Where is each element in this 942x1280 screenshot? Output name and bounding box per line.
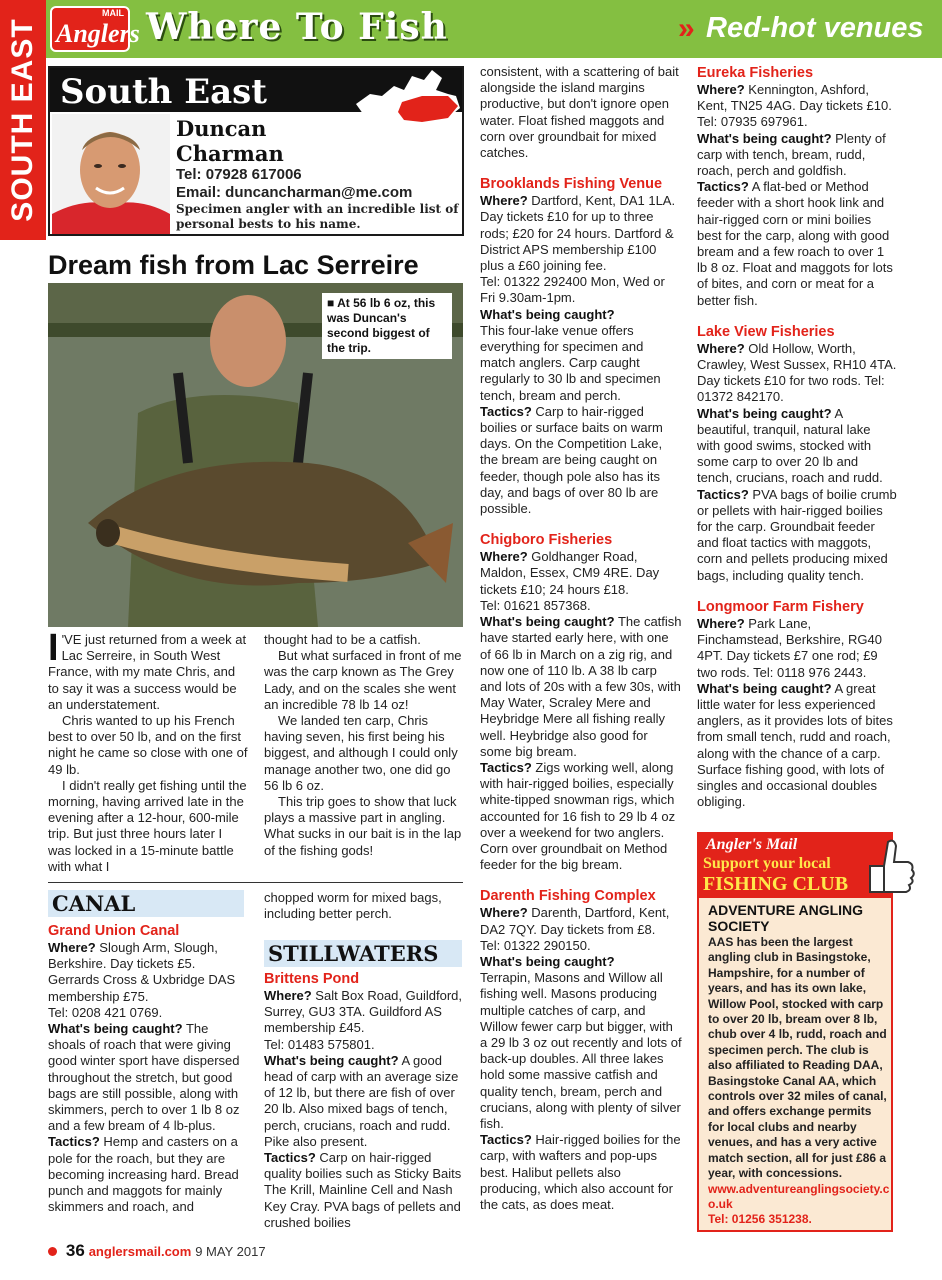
- issue-date: 9 MAY 2017: [195, 1244, 266, 1259]
- tactics-label: Tactics?: [480, 1132, 532, 1148]
- venue-caught: Terrapin, Masons and Willow all fishing well. Masons producing multiple catches of carp, and Willow fewer carp but bigger, with a 29 lb 3 oz out recently and lots of back-up doubles. All three lakes hold some massive catfish and quality tench, bream, perch and crucians, along with plenty of silver fish.: [480, 970, 682, 1131]
- venue-where: Salt Box Road, Guildford, Surrey, GU3 3TA. Guildford AS membership £45.: [264, 988, 462, 1036]
- caught-label: What's being caught?: [697, 680, 832, 696]
- venue-name: Darenth Fishing Complex: [480, 888, 656, 905]
- club-website-link[interactable]: www.adventureanglingsociety.co.uk: [708, 1181, 890, 1211]
- canal-listing-continued: [264, 890, 464, 922]
- page-number: 36: [65, 1241, 85, 1260]
- author-first-name: Duncan: [176, 116, 267, 141]
- author-bio: Specimen angler with an incredible list of personal bests to his name.: [176, 202, 459, 231]
- divider: [48, 882, 463, 883]
- venue-caught: Plenty of carp with tench, bream, rudd, roach, perch and goldfish.: [697, 130, 886, 179]
- canal-listing: [48, 922, 248, 1215]
- feature-paragraph: thought had to be a catfish.: [264, 632, 421, 647]
- caught-label: What's being caught?: [480, 614, 615, 630]
- club-fishing-club-text: FISHING CLUB: [703, 873, 849, 895]
- south-east-map-icon: [352, 66, 462, 126]
- caption-text: At 56 lb 6 oz, this was Duncan's second biggest of the trip.: [327, 296, 436, 355]
- tactics-label: Tactics?: [697, 179, 749, 195]
- where-label: Where?: [697, 82, 745, 97]
- feature-paragraph: I didn't really get fishing until the morning, having arrived late in the evening after a 12-hour, 600-mile trip. But just three hours later I was locked in a 15-minute battle with what I: [48, 777, 247, 874]
- venue-tel: Tel: 0208 421 0769.: [48, 1004, 163, 1020]
- venue-tel: Tel: 01621 857368.: [480, 597, 591, 613]
- feature-column-2: [264, 632, 464, 859]
- club-body-text: AAS has been the largest angling club in Basingstoke, Hampshire, for a number of years, and has its own lake, Willow Pool, stocked with carp to over 20 lb, bream over 8 lb, chub over 4 lb, rudd, roach and specimen perch. The club is also affiliated to Reading DAA, Basingstoke Canal AA, which controls over 32 miles of canal, and offers exchange permits for local clubs and nearby venues, and has a very active match section, all for just £86 a year, with concessions.: [708, 935, 887, 1181]
- feature-paragraph: 'VE just returned from a week at Lac Serreire, in South West France, with my mate Chris, and to say it was a success would be an understatement.: [48, 632, 247, 712]
- club-support-text: Support your local: [703, 855, 831, 872]
- where-label: Where?: [480, 193, 528, 209]
- venue-tactics-continued: chopped worm for mixed bags, including better perch.: [264, 890, 442, 922]
- venue-caught: The shoals of roach that were giving good winter sport have dispersed throughout the stretch, but good bags are still possible, along with skimmers, perch to over 1 lb 8 oz and a few bream of 4 lb-plus.: [48, 1021, 240, 1134]
- feature-paragraph: We landed ten carp, Chris having seven, his first being his biggest, and although I could only manage another two, one did go 56 lb 6 oz.: [264, 713, 458, 793]
- venues-column-3: [480, 64, 682, 1213]
- venue-caught: The catfish have started early here, with one of 66 lb in March on a zig rig, and now one of 110 lb. A 38 lb carp and lots of 20s with a few 30s, with May Water, Scraley Mere and Heybridge Mere all fishing really well. Heybridge also good for some big bream.: [480, 614, 682, 759]
- caught-label: What's being caught?: [697, 405, 832, 421]
- venue-where: Kennington, Ashford, Kent, TN25 4AG. Day tickets £10. Tel: 07935 697961.: [697, 82, 892, 130]
- club-brand: Angler's Mail: [706, 836, 798, 853]
- venue-name: Brittens Pond: [264, 971, 360, 987]
- venue-tel: Tel: 01322 292400 Mon, Wed or Fri 9.30am-1pm.: [480, 274, 665, 306]
- author-last-name: Charman: [176, 141, 284, 166]
- author-photo: [52, 114, 170, 234]
- section-tab: [0, 0, 46, 240]
- venue-tactics: A flat-bed or Method feeder with a short hook link and hair-rigged corn or mini boilies best for the carp, along with good bream and a few roach to over 1 lb 8 oz. Float and maggots for lots of bites, and corn or meat for a better fish.: [697, 179, 893, 308]
- venues-column-4: [697, 64, 897, 810]
- logo-text: Anglers: [56, 19, 140, 48]
- region-title: South East: [60, 72, 268, 112]
- thumbs-up-icon: [864, 836, 916, 898]
- canal-section-header: CANAL: [48, 890, 244, 917]
- feature-paragraph: Chris wanted to up his French best to over 50 lb, and on the first night he came so close with one of 49 lb.: [48, 713, 248, 777]
- logo-mail-text: MAIL: [102, 8, 124, 18]
- photo-caption: ■ At 56 lb 6 oz, this was Duncan's second biggest of the trip.: [322, 293, 452, 359]
- caught-label: What's being caught?: [480, 953, 615, 969]
- tactics-label: Tactics?: [480, 759, 532, 775]
- venue-name: Chigboro Fisheries: [480, 532, 613, 549]
- venue-where: Darenth, Dartford, Kent, DA2 7QY. Day tickets from £8.: [480, 905, 670, 937]
- footer-website: anglersmail.com: [88, 1244, 192, 1259]
- venue-tactics: PVA bags of boilie crumb or pellets with hair-rigged boilies for the carp. Groundbait feeder and float tactics with maggots, corn and pellets producing mixed bags, including quality tench.: [697, 486, 897, 583]
- caught-label: What's being caught?: [480, 306, 615, 322]
- venue-tactics: Carp on hair-rigged quality boilies such as Sticky Baits The Krill, Mainline Cell and Nash Key Cray. PVA bags of pellets and crushed boilies: [264, 1150, 462, 1230]
- stillwaters-tactics-continued: consistent, with a scattering of bait alongside the island margins productive, but don't ignore open water. Float fished maggots and corn over groundbait for mixed catches.: [480, 64, 679, 161]
- club-phone: Tel: 01256 351238.: [708, 1212, 812, 1227]
- feature-column-1: [48, 627, 248, 875]
- anglers-mail-logo: [50, 6, 140, 52]
- venue-tel: Tel: 01322 290150.: [480, 937, 591, 953]
- where-label: Where?: [480, 549, 528, 565]
- venue-where: Slough Arm, Slough, Berkshire. Day tickets £5. Gerrards Cross & Uxbridge DAS membership £75.: [48, 940, 236, 1004]
- tactics-label: Tactics?: [48, 1134, 100, 1150]
- venue-caught: This four-lake venue offers everything for specimen and match anglers. Carp caught regularly to 30 lb and specimen tench, bream and perch.: [480, 322, 661, 403]
- page-title: Where To Fish: [146, 6, 448, 48]
- venue-name: Longmoor Farm Fishery: [697, 598, 864, 615]
- drop-cap: I: [48, 627, 59, 669]
- venue-where: Goldhanger Road, Maldon, Essex, CM9 4RE. Day tickets £10; 24 hours £18.: [480, 549, 660, 597]
- where-label: Where?: [697, 615, 745, 631]
- venue-caught: A great little water for less experienced anglers, as it provides lots of bites from small tench, rudd and roach, along with the chance of a carp. Surface fishing good, with lots of singles and occasional doubles obliging.: [697, 680, 893, 810]
- venue-where: Park Lane, Finchamstead, Berkshire, RG40 4PT. Day tickets £7 one rod; £9 two rods. Tel: 0118 976 2443.: [697, 615, 882, 680]
- bullet-icon: [48, 1247, 57, 1256]
- feature-paragraph: This trip goes to show that luck plays a massive part in angling. What sucks in our bait is in the lap of the fishing gods!: [264, 794, 462, 858]
- venue-name: Brooklands Fishing Venue: [480, 176, 663, 193]
- tactics-label: Tactics?: [697, 486, 749, 502]
- venue-name: Grand Union Canal: [48, 923, 180, 939]
- club-name: ADVENTURE ANGLING SOCIETY: [708, 902, 864, 934]
- stillwaters-listing: [264, 970, 464, 1231]
- where-label: Where?: [697, 340, 745, 356]
- caught-label: What's being caught?: [48, 1021, 183, 1037]
- venue-name: Eureka Fisheries: [697, 65, 814, 81]
- tactics-label: Tactics?: [264, 1150, 316, 1166]
- venue-where: Dartford, Kent, DA1 1LA. Day tickets £10 for up to three rods; £20 for 24 hours. Dartford & District APS membership £100 plus a £60 joining fee.: [480, 193, 676, 274]
- author-phone: Tel: 07928 617006: [176, 166, 302, 183]
- tactics-label: Tactics?: [480, 403, 532, 419]
- venue-caught: A beautiful, tranquil, natural lake with good swims, stocked with some carp to over 20 lb and tench, crucians, roach and rudd.: [697, 405, 883, 486]
- feature-headline: Dream fish from Lac Serreire: [48, 250, 419, 280]
- stillwaters-section-header: STILLWATERS: [264, 940, 462, 967]
- caught-label: What's being caught?: [697, 130, 832, 146]
- venue-name: Lake View Fisheries: [697, 323, 835, 340]
- section-tab-label: SOUTH EAST: [6, 18, 39, 222]
- venue-tactics: Zigs working well, along with hair-rigged boilies, especially white-tipped snowman rigs, which accounted for 16 fish to 29 lb 4 oz over a weekend for two anglers. Corn over groundbait on Method feeder for the big bream.: [480, 759, 676, 873]
- where-label: Where?: [264, 988, 312, 1003]
- venue-where: Old Hollow, Worth, Crawley, West Sussex, RH10 4TA. Day tickets £10 for two rods. Tel: 01372 842170.: [697, 340, 897, 405]
- page-footer: [48, 1241, 266, 1261]
- feature-paragraph: But what surfaced in front of me was the carp known as The Grey Lady, and on the scales she went an incredible 78 lb 14 oz!: [264, 648, 462, 712]
- where-label: Where?: [480, 905, 528, 921]
- venue-caught: A good head of carp with an average size of 12 lb, but there are fish of over 20 lb. Also mixed bags of tench, perch, crucians, roach and rudd. Pike also present.: [264, 1052, 459, 1149]
- where-label: Where?: [48, 940, 96, 955]
- caught-label: What's being caught?: [264, 1052, 399, 1068]
- author-email: Email: duncancharman@me.com: [176, 184, 413, 201]
- author-name: [176, 116, 284, 166]
- club-description: [708, 935, 890, 1228]
- venue-tel: Tel: 01483 575801.: [264, 1036, 375, 1052]
- venue-tactics: Carp to hair-rigged boilies or surface baits on warm days. On the Competition Lake, the bream are being caught on feeder, though pole also has its day, and bags of over 80 lb are possible.: [480, 403, 663, 517]
- double-chevron-icon: »: [678, 12, 695, 45]
- venue-tactics: Hemp and casters on a pole for the roach, but they are becoming increasing hard. Bread punch and maggots for mainly skimmers and roach, and: [48, 1134, 239, 1215]
- venue-tactics: Hair-rigged boilies for the carp, with wafters and pop-ups best. Halibut pellets also producing, which also account for the cats, as does meat.: [480, 1132, 681, 1212]
- section-subtitle: Red-hot venues: [706, 12, 924, 44]
